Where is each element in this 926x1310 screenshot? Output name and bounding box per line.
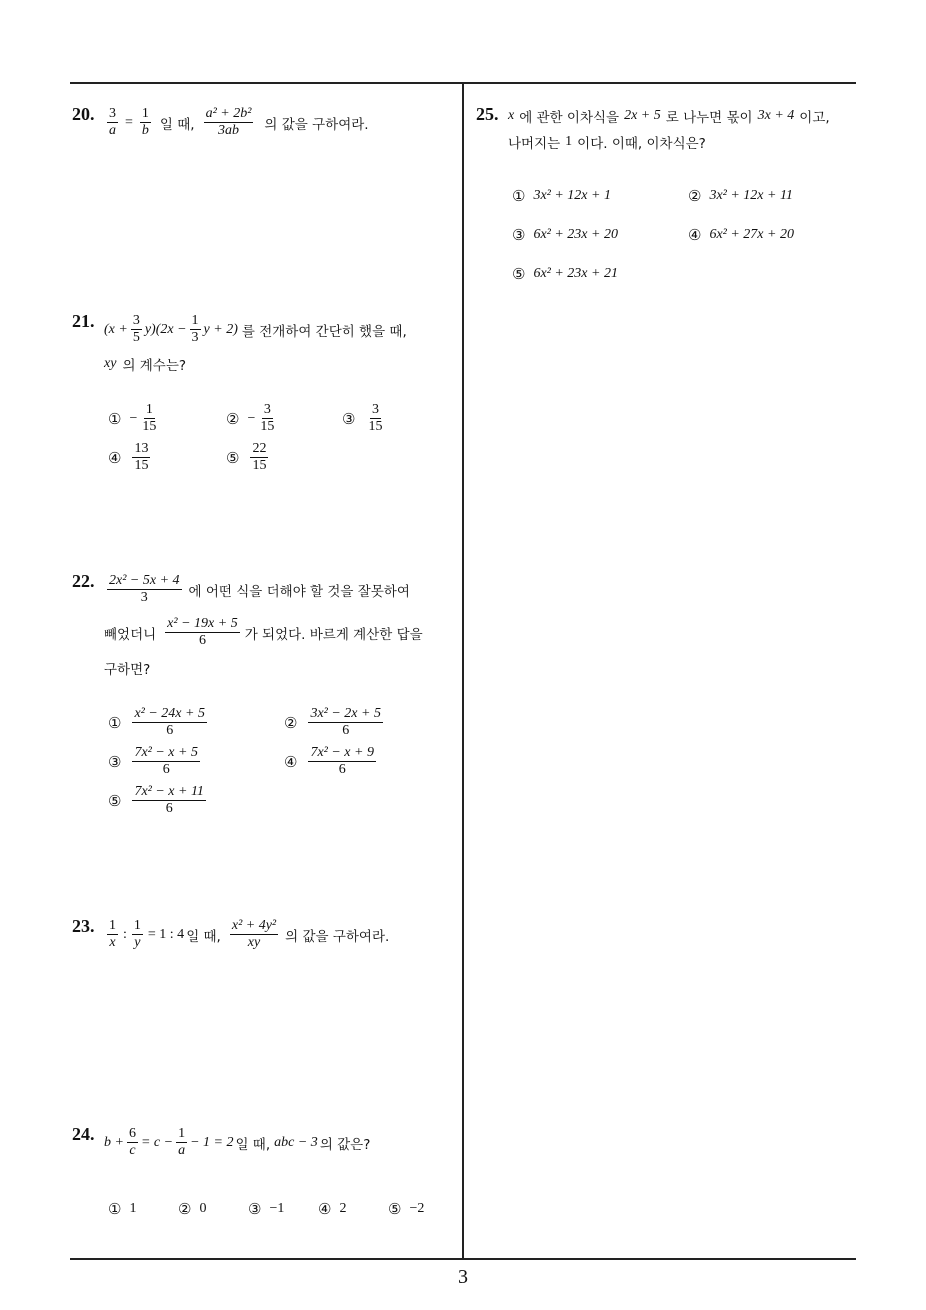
- question-25-stem-line-2: 나머지는 1 이다. 이때, 이차식은?: [508, 134, 706, 152]
- question-number: 22.: [72, 571, 95, 591]
- question-number: 23.: [72, 916, 95, 936]
- choice-3[interactable]: ③ $\frac{3}{15}$: [342, 402, 383, 435]
- choice-4[interactable]: ④ $\frac{13}{15}$: [108, 441, 149, 474]
- choice-1[interactable]: ① 3x² + 12x + 1: [512, 187, 611, 205]
- choice-2[interactable]: ② 3x² + 12x + 11: [688, 187, 793, 205]
- question-21-stem-line-1: (x + $\frac{3}{5}$ y)(2x − $\frac{1}{3}$ y + 2) 를 전개하여 간단히 했을 때,: [104, 313, 407, 346]
- fraction: $\frac{1}{15}$: [142, 402, 157, 435]
- question-number: 20.: [72, 104, 95, 124]
- fraction: $\frac{1}{y}$: [133, 918, 141, 951]
- fraction: $\frac{\text{a² + 2b²}}{3ab}$: [205, 106, 252, 139]
- choice-5[interactable]: ⑤ 6x² + 23x + 21: [512, 265, 618, 283]
- fraction: $\frac{3}{15}$: [368, 402, 383, 435]
- choice-5[interactable]: ⑤ −2: [388, 1200, 425, 1218]
- fraction: $\frac{\text{7x² − x + 11}}{6}$: [134, 784, 204, 817]
- choice-3[interactable]: ③ 6x² + 23x + 20: [512, 226, 618, 244]
- fraction: $\frac{\text{7x² − x + 5}}{6}$: [134, 745, 198, 778]
- fraction: $\frac{3}{a}$: [109, 106, 116, 139]
- question-number: 24.: [72, 1124, 95, 1144]
- fraction: $\frac{1}{x}$: [109, 918, 116, 951]
- fraction: $\frac{22}{15}$: [252, 441, 267, 474]
- choice-5[interactable]: ⑤ $\frac{\text{7x² − x + 11}}{6}$: [108, 784, 204, 817]
- question-23-stem: $\frac{1}{x}$ : $\frac{1}{y}$ = 1 : 4 일 때, $\frac{\text{x² + 4y²}}{xy}$ 의 값을 구하여라.: [109, 918, 390, 951]
- choice-1[interactable]: ① $\frac{\text{x² − 24x + 5}}{6}$: [108, 706, 205, 739]
- page-number: 3: [458, 1266, 468, 1288]
- fraction: $\frac{1}{a}$: [178, 1126, 186, 1159]
- choice-1[interactable]: ① 1: [108, 1200, 137, 1218]
- question-22-stem-line-1: $\frac{\text{2x² − 5x + 4}}{3}$ 에 어떤 식을 더해야 할 것을 잘못하여: [109, 573, 410, 606]
- fraction: $\frac{6}{c}$: [128, 1126, 136, 1159]
- fraction: $\frac{\text{3x² − 2x + 5}}{6}$: [310, 706, 381, 739]
- fraction: $\frac{\text{x² − 24x + 5}}{6}$: [134, 706, 205, 739]
- question-24-stem: b + $\frac{6}{c}$ = c − $\frac{1}{a}$ − 1 = 2 일 때, abc − 3 의 값은?: [104, 1126, 371, 1159]
- fraction: $\frac{\text{x² − 19x + 5}}{6}$: [167, 616, 238, 649]
- choice-4[interactable]: ④ $\frac{\text{7x² − x + 9}}{6}$: [284, 745, 374, 778]
- choice-3[interactable]: ③ $\frac{\text{7x² − x + 5}}{6}$: [108, 745, 198, 778]
- question-22-stem-line-3: 구하면?: [104, 662, 151, 678]
- choice-2[interactable]: ② $\frac{\text{3x² − 2x + 5}}{6}$: [284, 706, 381, 739]
- question-22-stem-line-2: 빼었더니 $\frac{\text{x² − 19x + 5}}{6}$ 가 되었다. 바르게 계산한 답을: [104, 616, 423, 649]
- fraction: $\frac{1}{b}$: [141, 106, 149, 139]
- choice-4[interactable]: ④ 6x² + 27x + 20: [688, 226, 794, 244]
- column-divider: [462, 82, 464, 1259]
- fraction: $\frac{13}{15}$: [134, 441, 149, 474]
- fraction: $\frac{\text{2x² − 5x + 4}}{3}$: [109, 573, 180, 606]
- question-25-stem-line-1: x 에 관한 이차식을 2x + 5 로 나누면 몫이 3x + 4 이고,: [508, 108, 830, 126]
- question-21-stem-line-2: xy 의 계수는?: [104, 356, 187, 374]
- choice-1[interactable]: ① − $\frac{1}{15}$: [108, 402, 157, 435]
- question-20-stem: $\frac{3}{a}$ = $\frac{1}{b}$ 일 때, $\frac{\text{a² + 2b²}}{3ab}$ 의 값을 구하여라.: [109, 106, 369, 139]
- fraction: $\frac{\text{x² + 4y²}}{xy}$: [231, 918, 277, 951]
- fraction: $\frac{3}{15}$: [260, 402, 275, 435]
- fraction: $\frac{\text{7x² − x + 9}}{6}$: [310, 745, 374, 778]
- fraction: $\frac{1}{3}$: [191, 313, 199, 346]
- question-number: 25.: [476, 104, 499, 124]
- fraction: $\frac{3}{5}$: [132, 313, 140, 346]
- question-number: 21.: [72, 311, 95, 331]
- choice-4[interactable]: ④ 2: [318, 1200, 347, 1218]
- choice-2[interactable]: ② 0: [178, 1200, 207, 1218]
- choice-5[interactable]: ⑤ $\frac{22}{15}$: [226, 441, 267, 474]
- choice-3[interactable]: ③ −1: [248, 1200, 285, 1218]
- choice-2[interactable]: ② − $\frac{3}{15}$: [226, 402, 275, 435]
